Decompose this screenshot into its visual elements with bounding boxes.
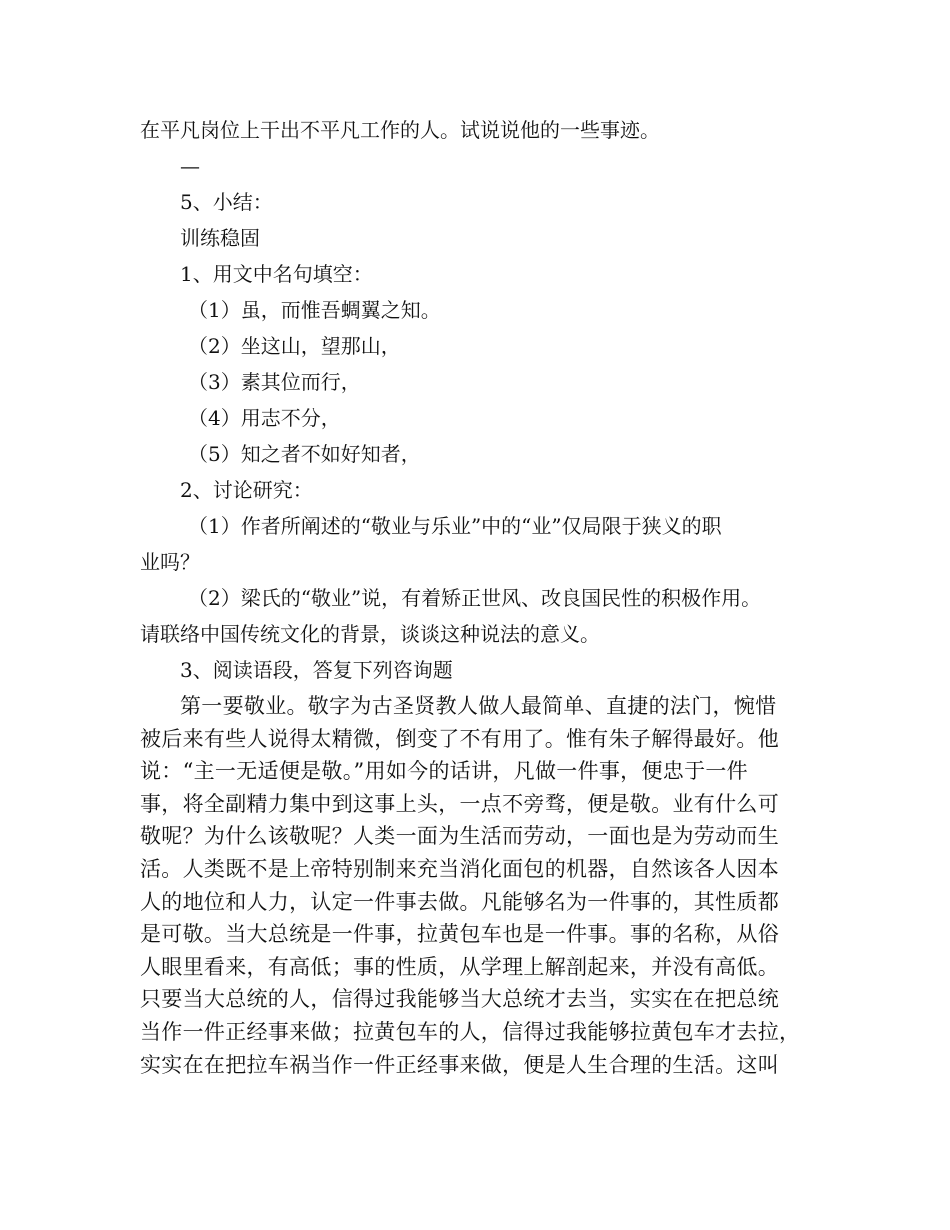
passage-line: 人的地位和人力，认定一件事去做。凡能够名为一件事的，其性质都: [140, 889, 779, 914]
document-body: [140, 112, 830, 1081]
question-item: （4）用志不分，: [188, 406, 341, 430]
passage-line: 被后来有些人说得太精微，倒变了不有用了。惟有朱子解得最好。他: [140, 726, 779, 751]
passage-line: 是可敬。当大总统是一件事，拉黄包车也是一件事。事的名称，从俗: [140, 922, 779, 947]
section-heading-summary: 5、小结：: [180, 190, 273, 214]
discussion-item-continued: 业吗？: [140, 550, 200, 574]
passage-line: 事，将全副精力集中到这事上头，一点不旁骛，便是敬。业有什么可: [140, 791, 779, 816]
dash-line: —: [180, 154, 200, 178]
passage-line: 敬呢？为什么该敬呢？人类一面为生活而劳动，一面也是为劳动而生: [140, 824, 779, 849]
reading-passage: [140, 690, 830, 1081]
passage-line: 说：“主一无适便是敬。”用如今的话讲，凡做一件事，便忠于一件: [140, 759, 748, 784]
passage-line: 只要当大总统的人，信得过我能够当大总统才去当，实实在在把总统: [140, 987, 779, 1012]
discussion-item: （2）梁氏的“敬业”说，有着矫正世风、改良国民性的积极作用。: [188, 586, 762, 610]
question-item: （5）知之者不如好知者，: [188, 442, 421, 466]
question-item: （3）素其位而行，: [188, 370, 361, 394]
question-item: （1）虽，而惟吾蜩翼之知。: [188, 298, 441, 322]
question-heading-2: 2、讨论研究：: [180, 478, 313, 502]
passage-line: 人眼里看来，有高低；事的性质，从学理上解剖起来，并没有高低。: [140, 954, 779, 979]
discussion-item: （1）作者所阐述的“敬业与乐业”中的“业”仅局限于狭义的职: [188, 514, 722, 538]
question-heading-1: 1、用文中名句填空：: [180, 262, 373, 286]
question-heading-3: 3、阅读语段，答复下列咨询题: [180, 658, 453, 682]
passage-line: 实实在在把拉车祸当作一件正经事来做，便是人生合理的生活。这叫: [140, 1052, 779, 1077]
discussion-item-continued: 请联络中国传统文化的背景，谈谈这种说法的意义。: [140, 622, 600, 646]
text-line: 在平凡岗位上干出不平凡工作的人。试说说他的一些事迹。: [140, 118, 660, 142]
question-item: （2）坐这山，望那山，: [188, 334, 401, 358]
passage-line: 活。人类既不是上帝特别制来充当消化面包的机器，自然该各人因本: [140, 856, 779, 881]
passage-line: 当作一件正经事来做；拉黄包车的人，信得过我能够拉黄包车才去拉，: [140, 1019, 801, 1044]
section-heading-practice: 训练稳固: [180, 226, 260, 250]
passage-line: 第一要敬业。敬字为古圣贤教人做人最简单、直捷的法门，惋惜: [180, 694, 777, 718]
